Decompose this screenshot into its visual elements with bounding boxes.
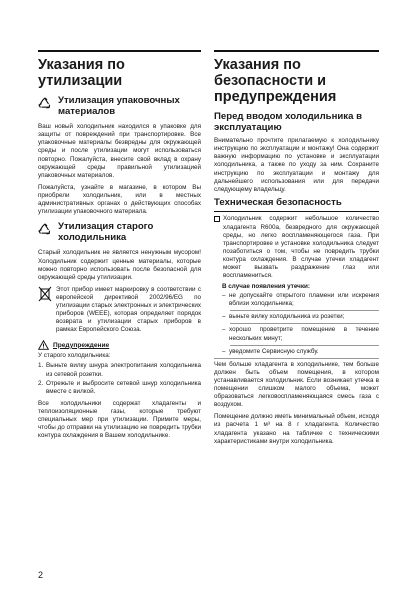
packaging-paragraph-2: Пожалуйста, узнайте в магазине, в котором Вы приобрели холодильник, или в местных административных органах о действующих способах утилизации упаковочного материала.: [38, 183, 201, 216]
warning-intro: У старого холодильника:: [38, 352, 111, 360]
room-size-paragraph: Чем больше хладагента в холодильнике, тем больше должен быть объем помещения, в котором устанавливается холодильник. Если возникает утечка в помещении слишком малого объема, может образоваться легковоспламеняющаяся смесь газа с воздухом.: [214, 360, 379, 409]
disposal-title: Указания по утилизации: [38, 57, 125, 89]
warning-title: Предупреждение: [53, 341, 110, 349]
room-volume-paragraph: Помещение должно иметь минимальный объем, исходя из расчета 1 м³ на 8 г хладагента. Количество хладагента указано на табличке с техническими характеристиками внутри холодильника.: [214, 413, 379, 445]
tech-safety-title: Техническая безопасность: [214, 196, 342, 208]
packaging-title: Утилизация упаковочных материалов: [58, 95, 180, 117]
warning-steps: [38, 362, 201, 395]
checkbox-bullet-icon: [214, 216, 220, 222]
list-item: – хорошо проветрите помещение в течение нескольких минут;: [222, 326, 379, 342]
old-fridge-paragraph-1: Старый холодильник не является ненужным мусором! Холодильник содержит ценные материалы, которые можно повторно использовать после безопасной для окружающей среды утилизации.: [38, 249, 201, 281]
packaging-paragraph-1: Ваш новый холодильник находился в упаковке для защиты от повреждений при транспортировке. Все упаковочные материалы безвредны для окружающей среды и после утилизации могут использоваться повторно. Пожалуйста, внесите свой вклад в охрану окружающей среды правильной утилизацией упаковочных материалов.: [38, 123, 201, 179]
list-item: – не допускайте открытого пламени или искрения вблизи холодильника;: [222, 292, 379, 308]
right-column: [214, 50, 379, 450]
weee-paragraph: Этот прибор имеет маркировку в соответствии с европейской директивой 2002/96/EG по утилизации старых электронных и электрических приборов (WEEE), которая определяет порядок возврата и утилизации старых приборов в рамках Европейского Союза.: [56, 285, 201, 334]
warning-step: 2. Отрежьте и выбросите сетевой шнур холодильника вместе с вилкой.: [38, 379, 201, 395]
before-use-title: Перед вводом холодильника в эксплуатацию: [214, 111, 362, 133]
list-item: – уведомите Сервисную службу.: [222, 347, 319, 355]
crossed-bin-icon: [38, 286, 52, 302]
packaging-section-head: [38, 96, 201, 117]
weee-row: [38, 286, 201, 335]
divider: [230, 345, 379, 346]
divider: [214, 358, 379, 359]
refrigerant-row: [214, 215, 379, 280]
recycle-icon: [38, 97, 52, 111]
warning-step: 1. Выньте вилку шнура электропитания холодильника из сетевой розетки.: [38, 362, 201, 378]
left-column: [38, 50, 201, 444]
old-fridge-paragraph-3: Все холодильники содержат хладагенты и теплоизоляционные газы, которые требуют специальных мер при утилизации. Примите меры, чтобы до отправки на утилизацию не повредить трубки контура охлаждения в Вашем холодильнике.: [38, 399, 201, 440]
page-number: 2: [38, 570, 44, 580]
old-fridge-section-head: [38, 222, 201, 243]
old-fridge-title: Утилизация старого холодильника: [58, 221, 154, 243]
leak-heading: В случае появления утечки:: [222, 283, 310, 291]
leak-list: [222, 292, 379, 356]
divider: [230, 323, 379, 324]
before-use-paragraph: Внимательно прочтите прилагаемую к холодильнику инструкцию по эксплуатации и монтажу! Она содержит важную информацию по установке и эксплуатации холодильника, а также по уходу за ним. Сохраните инструкцию по эксплуатации и монтажу для дальнейшего использования или для передачи следующему владельцу.: [214, 137, 379, 193]
warning-triangle-icon: [38, 340, 49, 350]
refrigerant-paragraph: Холодильник содержит небольшое количество хладагента R600a, безвредного для окружающей среды, но легко воспламеняющегося газа. При транспортировке и установке холодильника следует позаботиться о том, чтобы не повредить трубки контура охлаждения. В случае утечки хладагент может вызвать раздражение глаз или воспламениться.: [223, 215, 379, 280]
list-item: – выньте вилку холодильника из розетки;: [222, 313, 345, 321]
divider: [214, 211, 379, 212]
divider: [230, 310, 379, 311]
recycle-icon: [38, 223, 52, 237]
warning-head: [38, 340, 201, 350]
safety-title: Указания по безопасности и предупреждения: [214, 57, 337, 105]
